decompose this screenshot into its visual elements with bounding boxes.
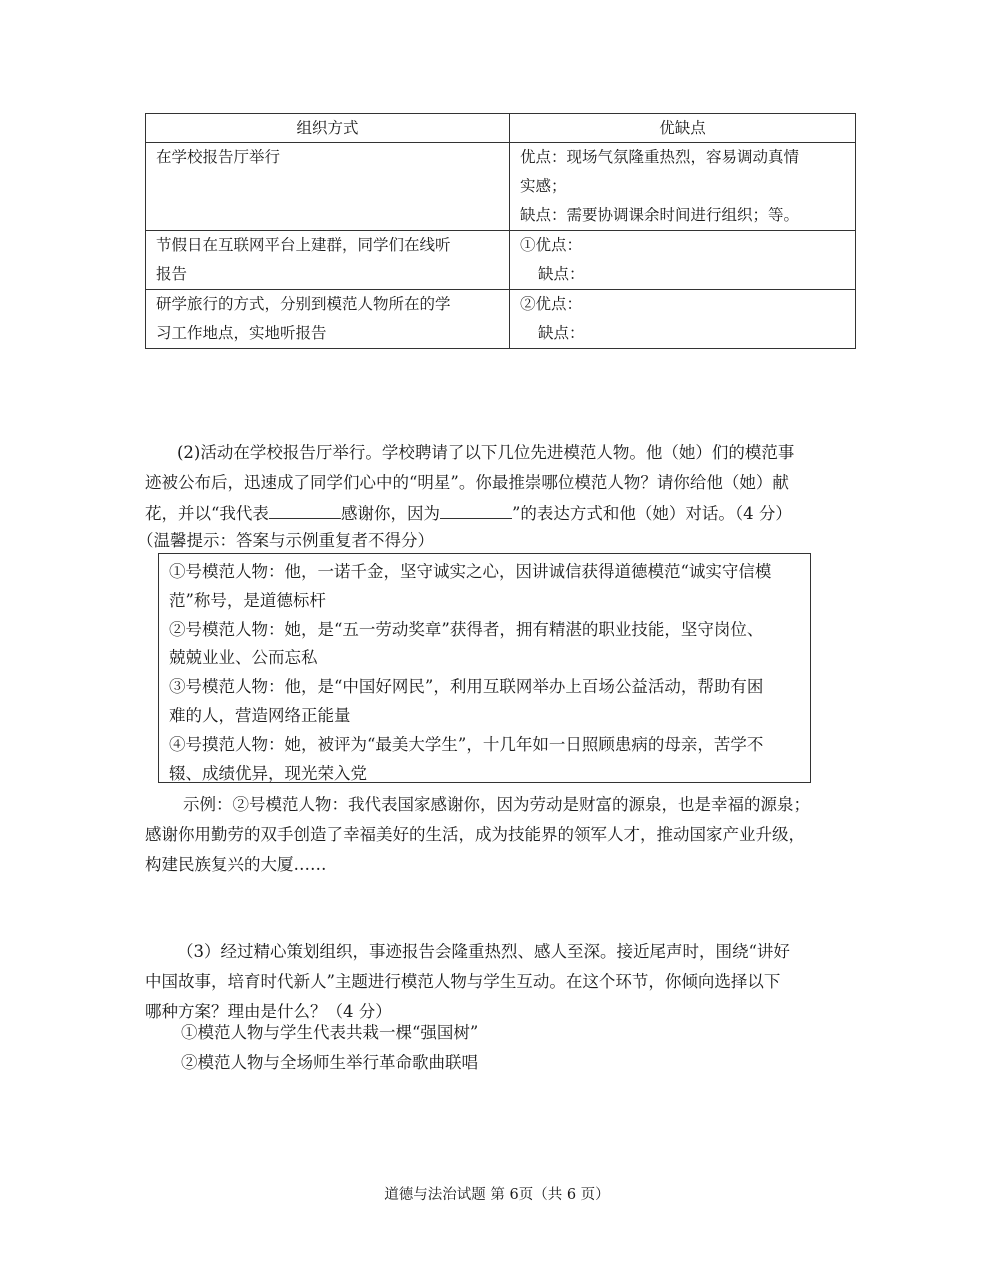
q2-line1: (2)活动在学校报告厅举行。学校聘请了以下几位先进模范人物。他（她）们的模范事: [177, 443, 795, 462]
answer-blank-because[interactable]: [440, 500, 512, 519]
model-figures-box: [158, 553, 811, 783]
method-text-line1: 研学旅行的方式，分别到模范人物所在的学: [156, 295, 451, 313]
q3-option1: ①模范人物与学生代表共栽一棵“强国树”: [181, 1023, 479, 1042]
method-text-line2: 习工作地点，实地听报告: [156, 324, 327, 342]
box-line: 难的人，营造网络正能量: [169, 705, 351, 725]
cons-text: 缺点：需要协调课余时间进行组织；等。: [520, 206, 800, 224]
cons-answer-blank[interactable]: 缺点：: [538, 324, 585, 342]
box-line: 范”称号，是道德标杆: [169, 590, 326, 610]
pros-cons-cell: [510, 290, 856, 349]
method-text-line2: 报告: [156, 265, 188, 283]
page-footer: 道德与法治试题 第 6页（共 6 页）: [384, 1187, 610, 1203]
example-line3: 构建民族复兴的大厦……: [145, 855, 327, 874]
box-line: 辍、成绩优异，现光荣入党: [169, 763, 367, 783]
box-line: ①号模范人物：他，一诺千金，坚守诚实之心，因讲诚信获得道德模范“诚实守信模: [169, 562, 772, 581]
table-header-row: [146, 114, 856, 143]
box-line: ④号摸范人物：她，被评为“最美大学生”，十几年如一日照顾患病的母亲，苦学不: [169, 734, 764, 754]
pros-text: 优点：现场气氛隆重热烈，容易调动真情: [520, 148, 800, 166]
pros-cons-cell: [510, 143, 856, 231]
pros-answer-blank[interactable]: ②优点：: [520, 295, 583, 313]
q2-line2: 迹被公布后，迅速成了同学们心中的“明星”。你最推崇哪位模范人物？请你给他（她）献: [145, 473, 789, 492]
q3-line3: 哪种方案？理由是什么？（4 分）: [145, 1002, 392, 1021]
q2-line3-a: 花，并以“我代表: [145, 504, 269, 523]
cons-answer-blank[interactable]: 缺点：: [538, 265, 585, 283]
q3-line2: 中国故事，培育时代新人”主题进行模范人物与学生互动。在这个环节，你倾向选择以下: [145, 972, 781, 991]
box-line: ③号模范人物：他，是“中国好网民”，利用互联网举办上百场公益活动，帮助有困: [169, 677, 764, 697]
q2-line3: [145, 499, 857, 529]
method-cell: [146, 290, 510, 349]
q3-option2: ②模范人物与全场师生举行革命歌曲联唱: [181, 1053, 478, 1072]
pros-text-cont: 实感；: [520, 177, 567, 195]
q2-line3-c: ”的表达方式和他（她）对话。（4 分）: [511, 504, 792, 523]
method-text: 在学校报告厅举行: [156, 148, 281, 166]
table-row: [146, 290, 856, 349]
example-line2: 感谢你用勤劳的双手创造了幸福美好的生活，成为技能界的领军人才，推动国家产业升级，: [145, 825, 805, 844]
q3-line1: （3）经过精心策划组织，事迹报告会隆重热烈、感人至深。接近尾声时，围绕“讲好: [177, 942, 790, 961]
organization-methods-table: [145, 113, 856, 349]
header-method: 组织方式: [146, 114, 510, 143]
header-pros-cons: 优缺点: [510, 114, 856, 143]
q2-line3-b: 感谢你，因为: [340, 504, 440, 523]
pros-cons-cell: [510, 231, 856, 290]
method-cell: [146, 231, 510, 290]
method-text-line1: 节假日在互联网平台上建群，同学们在线听: [156, 236, 451, 254]
box-line: 兢兢业业、公而忘私: [169, 648, 318, 668]
q2-hint: （温馨提示：答案与示例重复者不得分）: [137, 531, 434, 550]
method-cell: [146, 143, 510, 231]
pros-answer-blank[interactable]: ①优点：: [520, 236, 583, 254]
table-row: [146, 231, 856, 290]
table-row: [146, 143, 856, 231]
box-line: ②号模范人物：她，是“五一劳动奖章”获得者，拥有精湛的职业技能，坚守岗位、: [169, 619, 764, 639]
example-line1: 示例：②号模范人物：我代表国家感谢你，因为劳动是财富的源泉，也是幸福的源泉；: [183, 795, 810, 814]
answer-blank-represent[interactable]: [269, 500, 341, 519]
